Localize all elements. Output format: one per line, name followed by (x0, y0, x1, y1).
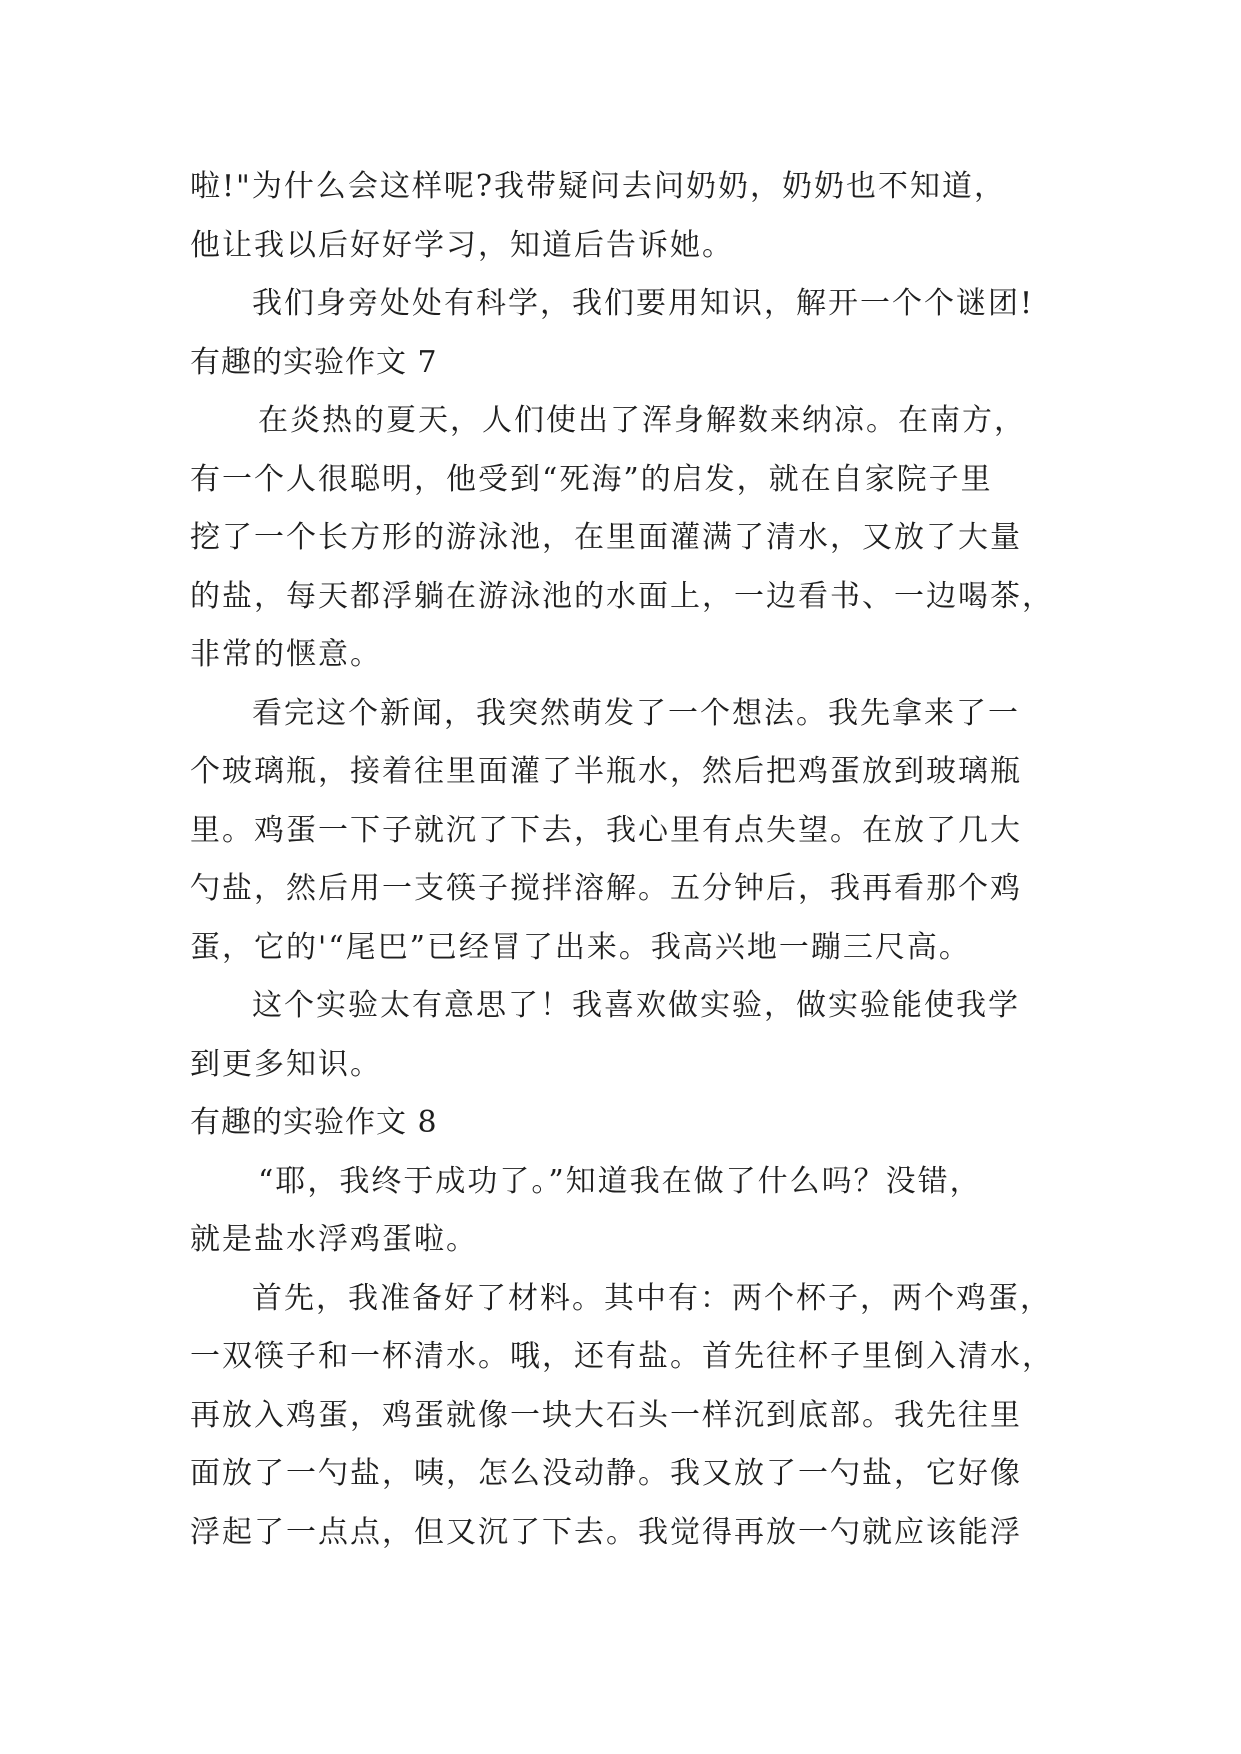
text-line: 他让我以后好好学习，知道后告诉她。 (190, 227, 734, 263)
paragraph-first-line: 在炎热的夏天，人们使出了浑身解数来纳凉。在南方， (258, 403, 1026, 438)
paragraph-first-line: 首先，我准备好了材料。其中有：两个杯子，两个鸡蛋， (252, 1280, 1052, 1316)
text-line: 再放入鸡蛋，鸡蛋就像一块大石头一样沉到底部。我先往里 (190, 1397, 1022, 1433)
document-body (190, 158, 1070, 1562)
text-line: 面放了一勺盐，咦，怎么没动静。我又放了一勺盐，它好像 (190, 1456, 1022, 1491)
paragraph-first-line: 我们身旁处处有科学，我们要用知识，解开一个个谜团! (252, 286, 1035, 321)
text-line: 就是盐水浮鸡蛋啦。 (190, 1222, 478, 1257)
text-line: 的盐，每天都浮躺在游泳池的水面上，一边看书、一边喝茶， (190, 578, 1054, 614)
text-line: 里。鸡蛋一下子就沉了下去，我心里有点失望。在放了几大 (190, 812, 1022, 848)
text-line: 一双筷子和一杯清水。哦，还有盐。首先往杯子里倒入清水， (190, 1339, 1054, 1374)
text-line: 有一个人很聪明，他受到“死海”的启发，就在自家院子里 (190, 461, 993, 497)
text-line: 个玻璃瓶，接着往里面灌了半瓶水，然后把鸡蛋放到玻璃瓶 (190, 754, 1022, 789)
text-line: 到更多知识。 (190, 1046, 382, 1082)
text-line: 浮起了一点点，但又沉了下去。我觉得再放一勺就应该能浮 (190, 1514, 1022, 1550)
text-line: 啦!"为什么会这样呢?我带疑问去问奶奶，奶奶也不知道， (190, 169, 1006, 204)
text-line: 非常的惬意。 (190, 637, 382, 672)
text-line: 挖了一个长方形的游泳池，在里面灌满了清水，又放了大量 (190, 520, 1022, 555)
text-line: 勺盐，然后用一支筷子搅拌溶解。五分钟后，我再看那个鸡 (190, 871, 1022, 906)
text-line: 蛋，它的'“尾巴”已经冒了出来。我高兴地一蹦三尺高。 (190, 929, 971, 965)
section-heading: 有趣的实验作文 7 (190, 344, 438, 380)
paragraph-first-line: 这个实验太有意思了！我喜欢做实验，做实验能使我学 (252, 988, 1020, 1023)
paragraph-first-line: 看完这个新闻，我突然萌发了一个想法。我先拿来了一 (252, 695, 1020, 731)
paragraph-first-line: “耶，我终于成功了。”知道我在做了什么吗？没错， (258, 1163, 982, 1199)
section-heading: 有趣的实验作文 8 (190, 1105, 438, 1140)
